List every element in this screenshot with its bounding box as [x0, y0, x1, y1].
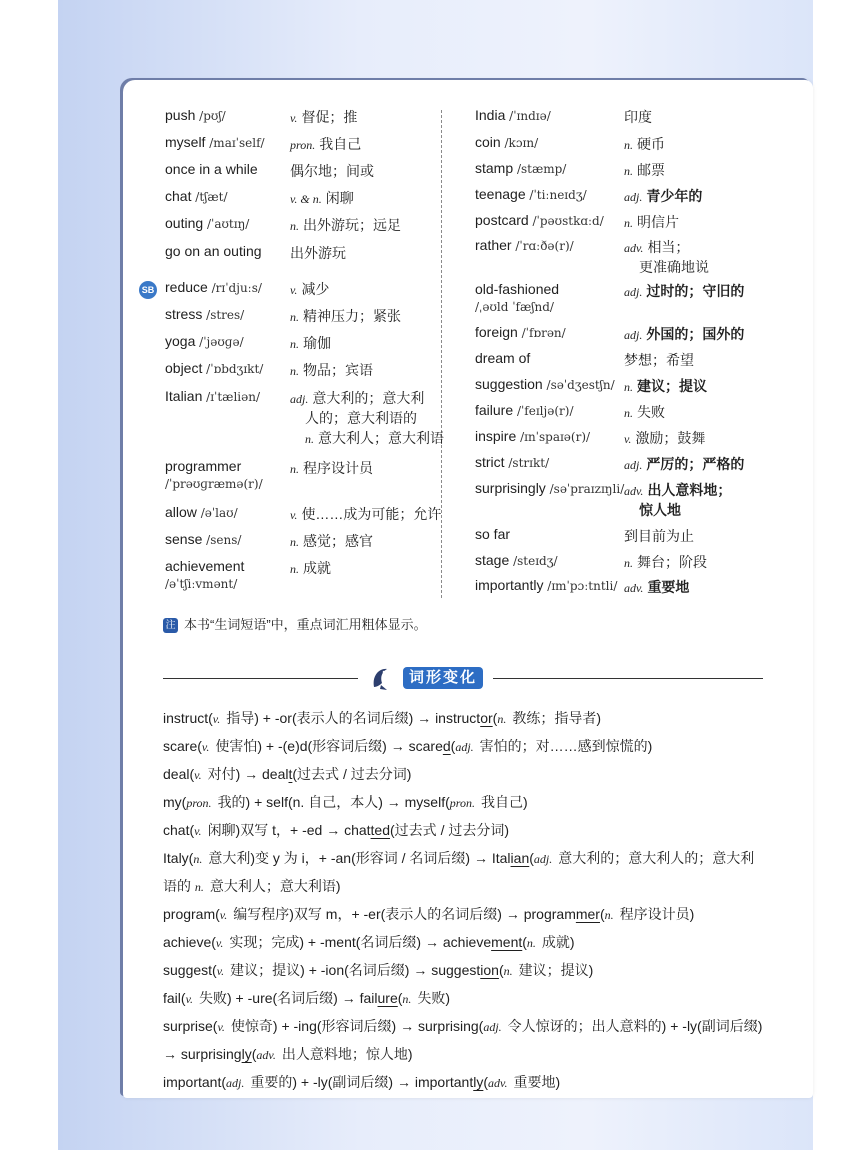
phonetic: /ˈprəʊɡræmə(r)/ — [165, 477, 263, 491]
word-formation-line: fail(v. 失败) + -ure(名词后缀) → failure(n. 失败) — [163, 990, 451, 1006]
part-of-speech: v. — [290, 111, 298, 125]
vocab-word — [475, 186, 587, 204]
vocab-definition — [624, 552, 707, 572]
phonetic: /stæmp/ — [513, 162, 567, 176]
vocab-word — [475, 552, 558, 570]
vocab-word — [165, 333, 244, 351]
phonetic: /ˈaʊtɪŋ/ — [203, 217, 250, 231]
part-of-speech: n. — [290, 562, 299, 576]
headword: stamp — [475, 160, 514, 176]
part-of-speech: n. — [624, 138, 633, 152]
phonetic: /pʊʃ/ — [195, 109, 226, 123]
vocab-definition — [624, 107, 652, 127]
part-of-speech: adj. — [624, 458, 643, 472]
headword: push — [165, 107, 196, 123]
vocab-definition — [624, 428, 705, 448]
meaning: 相当； — [647, 239, 690, 255]
headword: dream of — [475, 350, 531, 366]
vocab-definition — [290, 134, 361, 154]
phonetic: /maɪˈself/ — [205, 136, 265, 150]
part-of-speech: adv. — [624, 484, 644, 498]
meaning: 邮票 — [637, 162, 665, 178]
vocab-word — [165, 558, 244, 591]
meaning: 印度 — [624, 109, 652, 125]
part-of-speech: adj. — [624, 285, 643, 299]
dolphin-mascot-icon — [368, 663, 398, 693]
vocab-definition — [290, 188, 354, 208]
word-formation-line: my(pron. 我的) + self(n. 自己，本人) → myself(pron. 我自己) — [163, 794, 528, 810]
part-of-speech: n. — [624, 216, 633, 230]
word-formation-line: Italy(n. 意大利)变 y 为 i，+ -an(形容词 / 名词后缀) → Italian(adj. 意大利的；意大利人的；意大利 — [163, 850, 755, 866]
phonetic: /kɔɪn/ — [500, 136, 539, 150]
headword: importantly — [475, 577, 544, 593]
part-of-speech: v. — [290, 283, 298, 297]
vocab-definition — [290, 215, 401, 235]
part-of-speech: n. — [624, 556, 633, 570]
meaning: 明信片 — [637, 214, 679, 230]
headword: programmer — [165, 458, 242, 474]
vocab-word — [475, 134, 538, 152]
vocab-definition — [624, 134, 665, 154]
word-formation-list — [163, 704, 773, 1096]
vocab-definition — [624, 350, 694, 370]
phonetic: /əˈlaʊ/ — [196, 506, 238, 520]
vocab-word — [475, 428, 590, 446]
headword: postcard — [475, 212, 529, 228]
part-of-speech: adv. — [624, 241, 644, 255]
meaning: 建议；提议 — [637, 378, 707, 394]
phonetic: /rɪˈdjuːs/ — [207, 281, 262, 295]
vocab-definition — [624, 281, 744, 301]
meaning: 程序设计员 — [303, 460, 373, 476]
headword: allow — [165, 504, 197, 520]
part-of-speech: v. — [624, 432, 632, 446]
phonetic: /ˈpəʊstkɑːd/ — [528, 214, 604, 228]
headword: stage — [475, 552, 510, 568]
vocab-word — [165, 107, 226, 125]
headword: Italian — [165, 388, 203, 404]
vocab-definition — [624, 454, 744, 474]
word-formation-line: scare(v. 使害怕) + -(e)d(形容词后缀) → scared(adj. 害怕的；对……感到惊慌的) — [163, 738, 653, 754]
meaning: 偶尔地；间或 — [290, 163, 374, 179]
part-of-speech: v. — [290, 508, 298, 522]
part-of-speech: n. — [290, 535, 299, 549]
vocab-definition — [624, 324, 744, 344]
phonetic: /sens/ — [202, 533, 242, 547]
vocab-definition — [290, 360, 373, 380]
phonetic: /strɪkt/ — [504, 456, 550, 470]
vocab-word — [475, 212, 604, 230]
meaning: 外国的；国外的 — [646, 326, 745, 342]
headword: chat — [165, 188, 192, 204]
vocab-word — [165, 306, 244, 324]
vocab-definition — [624, 237, 709, 277]
part-of-speech: n. — [290, 364, 299, 378]
column-divider — [441, 110, 442, 598]
headword: yoga — [165, 333, 196, 349]
vocab-word — [165, 188, 228, 206]
vocab-word — [475, 376, 615, 394]
headword: surprisingly — [475, 480, 546, 496]
meaning: 成就 — [303, 560, 331, 576]
meaning: 物品；宾语 — [303, 362, 373, 378]
part-of-speech: n. — [290, 310, 299, 324]
headword: inspire — [475, 428, 517, 444]
meaning-continued: 人的；意大利语的 — [305, 410, 417, 426]
section-header — [163, 663, 763, 693]
headword: object — [165, 360, 203, 376]
phonetic: /ɪmˈpɔːtntli/ — [543, 579, 618, 593]
vocab-word — [475, 577, 617, 595]
vocab-definition — [624, 526, 694, 546]
meaning: 我自己 — [319, 136, 362, 152]
vocab-definition — [290, 243, 346, 263]
part-of-speech: adv. — [624, 581, 644, 595]
word-formation-line: important(adj. 重要的) + -ly(副词后缀) → importantly(adv. 重要地) — [163, 1074, 561, 1090]
meaning-continued: 惊人地 — [639, 502, 681, 518]
headword: once in a while — [165, 161, 258, 177]
meaning-continued: 更准确地说 — [639, 259, 709, 275]
headword: sense — [165, 531, 203, 547]
vocab-word — [165, 243, 262, 261]
headword: outing — [165, 215, 204, 231]
vocab-definition — [624, 577, 689, 597]
vocab-definition — [624, 480, 731, 520]
word-formation-line: 语的 n. 意大利人；意大利语) — [163, 878, 341, 894]
meaning: 到目前为止 — [624, 528, 694, 544]
headword: coin — [475, 134, 501, 150]
header-rule-left — [163, 678, 358, 679]
word-formation-line: achieve(v. 实现；完成) + -ment(名词后缀) → achievement(n. 成就) — [163, 934, 575, 950]
part-of-speech: v. & n. — [290, 192, 322, 206]
phonetic: /ˈfeɪljə(r)/ — [513, 404, 574, 418]
part-of-speech: adj. — [624, 190, 643, 204]
vocab-word — [165, 215, 249, 233]
vocab-definition — [624, 186, 702, 206]
vocab-definition — [624, 402, 665, 422]
vocab-definition — [624, 376, 707, 396]
vocab-definition — [624, 212, 679, 232]
part-of-speech: adj. — [624, 328, 643, 342]
footnote-text: 本书“生词短语”中，重点词汇用粗体显示。 — [184, 617, 427, 632]
word-formation-line: surprise(v. 使惊奇) + -ing(形容词后缀) → surprising(adj. 令人惊讶的；出人意料的) + -ly(副词后缀) — [163, 1018, 763, 1034]
meaning-second-sense: n. 意大利人；意大利语 — [305, 430, 444, 446]
vocab-word — [475, 350, 530, 368]
headword: so far — [475, 526, 511, 542]
meaning: 减少 — [301, 281, 330, 297]
meaning: 使……成为可能；允许 — [301, 506, 442, 522]
meaning: 出外游玩 — [290, 245, 346, 261]
headword: India — [475, 107, 506, 123]
vocab-definition — [290, 558, 331, 578]
part-of-speech: n. — [624, 406, 633, 420]
meaning: 重要地 — [647, 579, 690, 595]
phonetic: /səˈpraɪzɪŋli/ — [545, 482, 625, 496]
headword: reduce — [165, 279, 208, 295]
word-formation-line: instruct(v. 指导) + -or(表示人的名词后缀) → instructor(n. 教练；指导者) — [163, 710, 601, 726]
vocab-word — [475, 480, 624, 498]
vocab-word — [165, 531, 241, 549]
phonetic: /ˈɪndɪə/ — [505, 109, 551, 123]
part-of-speech: n. — [624, 164, 633, 178]
phonetic: /səˈdʒestʃn/ — [542, 378, 615, 392]
word-formation-line: deal(v. 对付) → dealt(过去式 / 过去分词) — [163, 766, 412, 782]
phonetic: /ˈfɒrən/ — [517, 326, 566, 340]
phonetic: /ɪˈtæliən/ — [202, 390, 261, 404]
phonetic: /ˌəʊld ˈfæʃnd/ — [475, 300, 554, 314]
vocab-definition — [624, 160, 665, 180]
header-rule-right — [493, 678, 763, 679]
meaning: 舞台；阶段 — [637, 554, 707, 570]
part-of-speech: adj. — [290, 392, 309, 406]
headword: rather — [475, 237, 512, 253]
meaning: 过时的；守旧的 — [646, 283, 745, 299]
phonetic: /steɪdʒ/ — [509, 554, 558, 568]
vocab-word — [475, 160, 566, 178]
vocab-word — [165, 504, 238, 522]
vocab-word — [475, 526, 510, 544]
vocab-word — [165, 360, 263, 378]
headword: foreign — [475, 324, 518, 340]
headword: suggestion — [475, 376, 543, 392]
headword: strict — [475, 454, 505, 470]
word-formation-line: suggest(v. 建议；提议) + -ion(名词后缀) → suggestion(n. 建议；提议) — [163, 962, 594, 978]
headword: teenage — [475, 186, 526, 202]
headword: go on an outing — [165, 243, 262, 259]
vocab-word — [165, 134, 265, 152]
vocab-word — [165, 161, 258, 179]
phonetic: /ˈjəʊɡə/ — [195, 335, 244, 349]
vocab-definition — [290, 504, 441, 524]
phonetic: /ˈtiːneɪdʒ/ — [525, 188, 587, 202]
phonetic: /ˈrɑːðə(r)/ — [511, 239, 574, 253]
vocab-word — [165, 388, 260, 406]
vocab-word — [165, 279, 262, 297]
phonetic: /əˈtʃiːvmənt/ — [165, 577, 238, 591]
meaning: 梦想；希望 — [624, 352, 694, 368]
part-of-speech: n. — [290, 219, 299, 233]
phonetic: /stres/ — [202, 308, 245, 322]
headword: old-fashioned — [475, 281, 560, 297]
vocab-word — [165, 458, 263, 491]
headword: failure — [475, 402, 514, 418]
part-of-speech: n. — [290, 337, 299, 351]
meaning: 感觉；感官 — [303, 533, 373, 549]
meaning: 瑜伽 — [303, 335, 331, 351]
vocab-word — [475, 237, 574, 255]
meaning: 硬币 — [637, 136, 665, 152]
vocab-word — [475, 107, 551, 125]
vocab-word — [475, 454, 549, 472]
vocab-definition — [290, 306, 401, 326]
part-of-speech: n. — [624, 380, 633, 394]
vocab-word — [475, 281, 559, 314]
headword: achievement — [165, 558, 245, 574]
note-icon: 注 — [163, 618, 178, 633]
meaning: 青少年的 — [646, 188, 703, 204]
vocab-definition — [290, 531, 373, 551]
phonetic: /tʃæt/ — [191, 190, 228, 204]
headword: myself — [165, 134, 206, 150]
meaning: 督促；推 — [301, 109, 358, 125]
section-title: 词形变化 — [403, 667, 483, 689]
meaning: 出人意料地； — [647, 482, 732, 498]
meaning: 失败 — [637, 404, 665, 420]
sb-badge-icon: SB — [139, 281, 157, 299]
word-formation-line: chat(v. 闲聊)双写 t，+ -ed → chatted(过去式 / 过去分词) — [163, 822, 510, 838]
part-of-speech: n. — [290, 462, 299, 476]
vocab-definition — [290, 333, 331, 353]
vocab-definition — [290, 388, 444, 448]
vocab-definition — [290, 458, 373, 478]
phonetic: /ˈɒbdʒɪkt/ — [202, 362, 264, 376]
meaning: 激励；鼓舞 — [635, 430, 706, 446]
part-of-speech: pron. — [290, 138, 316, 152]
vocab-definition — [290, 161, 374, 181]
vocab-word — [475, 324, 566, 342]
meaning: 严厉的；严格的 — [646, 456, 745, 472]
meaning: 精神压力；紧张 — [303, 308, 401, 324]
vocab-definition — [290, 107, 357, 127]
headword: stress — [165, 306, 203, 322]
meaning: 出外游玩；远足 — [303, 217, 401, 233]
word-formation-line: → surprisingly(adv. 出人意料地；惊人地) — [163, 1046, 413, 1062]
footnote — [163, 614, 427, 633]
word-formation-line: program(v. 编写程序)双写 m，+ -er(表示人的名词后缀) → programmer(n. 程序设计员) — [163, 906, 695, 922]
phonetic: /ɪnˈspaɪə(r)/ — [516, 430, 591, 444]
meaning: 意大利的；意大利 — [312, 390, 425, 406]
vocab-word — [475, 402, 573, 420]
meaning: 闲聊 — [325, 190, 354, 206]
vocab-definition — [290, 279, 329, 299]
